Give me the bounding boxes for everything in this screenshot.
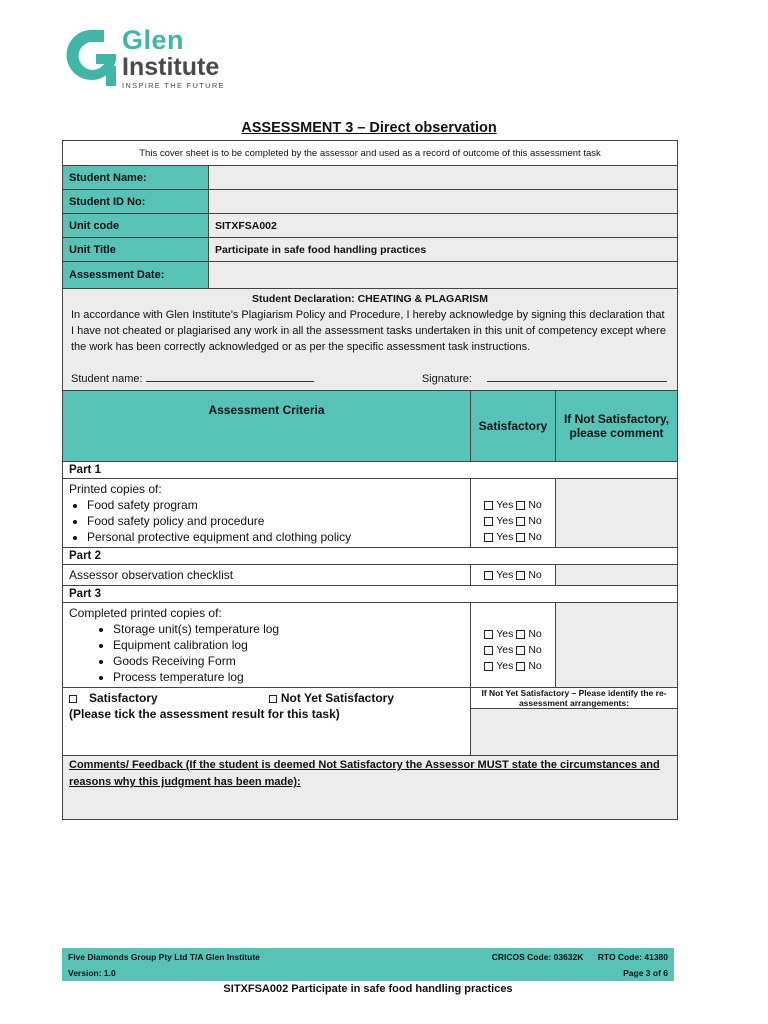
footer-subtitle: SITXFSA002 Participate in safe food handling practices <box>223 983 513 995</box>
part-1-items <box>63 479 471 548</box>
student-declaration <box>63 289 678 391</box>
satisfactory-label: Satisfactory <box>89 691 158 705</box>
assessment-date-field[interactable] <box>209 262 678 289</box>
part-3-items <box>63 603 471 688</box>
no-checkbox[interactable] <box>516 571 525 580</box>
student-id-label: Student ID No: <box>63 190 209 214</box>
declaration-text: In accordance with Glen Institute’s Plagiarism Policy and Procedure, I hereby acknowledge by signing this declaration that I have not cheated or plagiarised any work in all the assessment tasks undertaken in this unit of competency except where the work has been correctly acknowledged or as per the specific assessment task instructions. <box>71 309 666 353</box>
not-yet-label: Not Yet Satisfactory <box>280 691 394 705</box>
no-label: No <box>528 644 542 656</box>
no-checkbox[interactable] <box>516 517 525 526</box>
unit-title-label: Unit Title <box>63 238 209 262</box>
yes-no-row <box>477 529 549 545</box>
declaration-title: Student Declaration: CHEATING & PLAGARISM <box>251 293 489 305</box>
list-item: • Equipment calibration log <box>113 637 464 653</box>
no-checkbox[interactable] <box>516 646 525 655</box>
part-2-items: Assessor observation checklist <box>63 565 471 586</box>
yes-label: Yes <box>496 499 514 511</box>
no-checkbox[interactable] <box>516 630 525 639</box>
yes-checkbox[interactable] <box>484 533 493 542</box>
part-3-label: Part 3 <box>63 586 678 603</box>
page-title: ASSESSMENT 3 – Direct observation <box>241 120 497 136</box>
no-checkbox[interactable] <box>516 501 525 510</box>
unit-code-value: SITXFSA002 <box>209 214 678 238</box>
list-item: • Goods Receiving Form <box>113 653 464 669</box>
comments-feedback[interactable] <box>63 756 678 820</box>
no-label: No <box>528 660 542 672</box>
satisfactory-checkbox[interactable] <box>69 695 77 703</box>
signature-row <box>71 371 669 387</box>
yes-no-row <box>477 497 549 513</box>
yes-checkbox[interactable] <box>484 501 493 510</box>
list-item: • Process temperature log <box>113 669 464 685</box>
yes-checkbox[interactable] <box>484 517 493 526</box>
yes-checkbox[interactable] <box>484 630 493 639</box>
satisfactory-header: Satisfactory <box>471 391 556 462</box>
part-3-intro: Completed printed copies of: <box>69 606 222 620</box>
cover-note: This cover sheet is to be completed by the assessor and used as a record of outcome of this assessment task <box>63 141 678 166</box>
no-label: No <box>528 531 542 543</box>
logo-text <box>122 26 225 90</box>
list-item: • Food safety program <box>87 497 464 513</box>
logo-name-2: Institute <box>122 53 220 81</box>
assessment-date-label: Assessment Date: <box>63 262 209 289</box>
yes-label: Yes <box>496 531 514 543</box>
outcome-selection <box>63 688 471 756</box>
signature-line[interactable] <box>487 371 667 382</box>
footer-cricos: CRICOS Code: 03632K <box>491 952 584 962</box>
footer-version: Version: 1.0 <box>68 968 116 978</box>
part-1-intro: Printed copies of: <box>69 482 162 496</box>
outcome-instruction: (Please tick the assessment result for this task) <box>69 707 340 721</box>
list-item: • Personal protective equipment and clothing policy <box>87 529 464 545</box>
footer-company: Five Diamonds Group Pty Ltd T/A Glen Institute <box>68 952 260 962</box>
unit-code-label: Unit code <box>63 214 209 238</box>
no-checkbox[interactable] <box>516 662 525 671</box>
footer-page: Page 3 of 6 <box>623 968 668 978</box>
student-name-label: Student Name: <box>63 166 209 190</box>
part-1-label: Part 1 <box>63 462 678 479</box>
footer-codes <box>492 952 668 962</box>
logo-tagline: INSPIRE THE FUTURE <box>122 81 225 90</box>
yes-no-row <box>477 626 549 642</box>
yes-checkbox[interactable] <box>484 571 493 580</box>
yes-no-row <box>477 658 549 674</box>
yes-no-row <box>477 513 549 529</box>
satisfactory-option[interactable] <box>69 690 158 706</box>
no-label: No <box>528 628 542 640</box>
yes-label: Yes <box>496 515 514 527</box>
student-id-field[interactable] <box>209 190 678 214</box>
logo-name: Glen <box>122 25 185 55</box>
yes-label: Yes <box>496 660 514 672</box>
no-label: No <box>528 515 542 527</box>
part-2-comment[interactable] <box>556 565 678 586</box>
not-yet-checkbox[interactable] <box>269 695 277 703</box>
yes-checkbox[interactable] <box>484 662 493 671</box>
part-1-yes-no <box>471 479 556 548</box>
comments-label: Comments/ Feedback (If the student is deemed Not Satisfactory the Assessor MUST state the circumstances and reasons why this judgment has been made): <box>69 759 660 788</box>
reassessment-label: If Not Yet Satisfactory – Please identify the re-assessment arrangements: <box>471 688 678 709</box>
signature-label: Signature: <box>421 373 472 385</box>
assessment-cover-table <box>62 140 678 820</box>
not-yet-option[interactable] <box>269 690 394 706</box>
student-name-field[interactable] <box>209 166 678 190</box>
yes-checkbox[interactable] <box>484 646 493 655</box>
part-3-comment[interactable] <box>556 603 678 688</box>
part-2-yes-no <box>471 565 556 586</box>
criteria-header: Assessment Criteria <box>63 391 471 462</box>
reassessment-field[interactable] <box>471 709 678 756</box>
part-2-label: Part 2 <box>63 548 678 565</box>
part-3-yes-no <box>471 603 556 688</box>
logo-mark-icon <box>60 24 122 88</box>
student-name-sign-line[interactable] <box>146 371 314 382</box>
page-footer <box>62 948 674 981</box>
list-item: • Food safety policy and procedure <box>87 513 464 529</box>
unit-title-value: Participate in safe food handling practices <box>209 238 678 262</box>
part-1-comment[interactable] <box>556 479 678 548</box>
yes-label: Yes <box>496 644 514 656</box>
no-label: No <box>528 499 542 511</box>
yes-no-row <box>477 642 549 658</box>
no-label: No <box>528 569 542 581</box>
list-item: • Storage unit(s) temperature log <box>113 621 464 637</box>
yes-label: Yes <box>496 569 514 581</box>
if-not-satisfactory-header: If Not Satisfactory, please comment <box>556 391 678 462</box>
yes-label: Yes <box>496 628 514 640</box>
student-name-sign-label: Student name: <box>71 373 143 385</box>
no-checkbox[interactable] <box>516 533 525 542</box>
footer-rto: RTO Code: 41380 <box>597 952 668 962</box>
